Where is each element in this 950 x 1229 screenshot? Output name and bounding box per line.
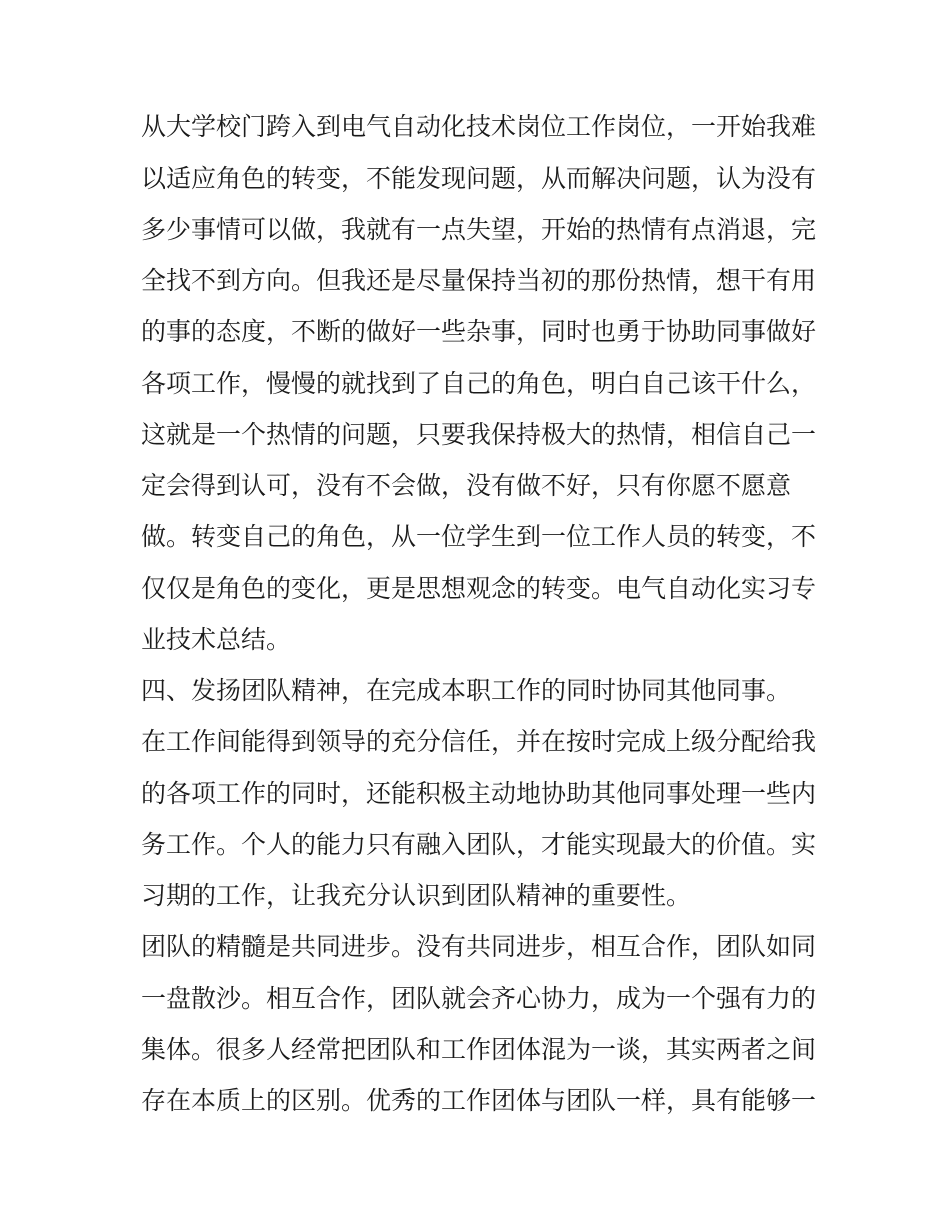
text-line: 习期的工作，让我充分认识到团队精神的重要性。: [141, 881, 692, 910]
section-heading: 四、发扬团队精神，在完成本职工作的同时协同其他同事。: [141, 676, 792, 705]
text-line: 在工作间能得到领导的充分信任，并在按时完成上级分配给我: [141, 727, 817, 756]
text-line: 一盘散沙。相互合作，团队就会齐心协力，成为一个强有力的: [141, 984, 817, 1013]
text-line: 务工作。个人的能力只有融入团队，才能实现最大的价值。实: [141, 830, 817, 859]
text-line: 全找不到方向。但我还是尽量保持当初的那份热情，想干有用: [141, 266, 817, 295]
text-line: 仅仅是角色的变化，更是思想观念的转变。电气自动化实习专: [141, 574, 817, 603]
text-line: 定会得到认可，没有不会做，没有做不好，只有你愿不愿意: [141, 471, 792, 500]
text-line: 的各项工作的同时，还能积极主动地协助其他同事处理一些内: [141, 779, 817, 808]
text-line: 各项工作，慢慢的就找到了自己的角色，明白自己该干什么，: [141, 369, 817, 398]
text-line: 以适应角色的转变，不能发现问题，从而解决问题，认为没有: [141, 164, 817, 193]
text-line: 多少事情可以做，我就有一点失望，开始的热情有点消退，完: [141, 215, 817, 244]
text-line: 做。转变自己的角色，从一位学生到一位工作人员的转变，不: [141, 522, 817, 551]
text-line: 这就是一个热情的问题，只要我保持极大的热情，相信自己一: [141, 420, 817, 449]
text-line: 集体。很多人经常把团队和工作团体混为一谈，其实两者之间: [141, 1035, 817, 1064]
text-line: 从大学校门跨入到电气自动化技术岗位工作岗位，一开始我难: [141, 112, 817, 141]
text-line: 的事的态度，不断的做好一些杂事，同时也勇于协助同事做好: [141, 317, 817, 346]
text-line: 存在本质上的区别。优秀的工作团体与团队一样，具有能够一: [141, 1086, 817, 1115]
text-line: 业技术总结。: [141, 625, 292, 654]
text-line: 团队的精髓是共同进步。没有共同进步，相互合作，团队如同: [141, 932, 817, 961]
